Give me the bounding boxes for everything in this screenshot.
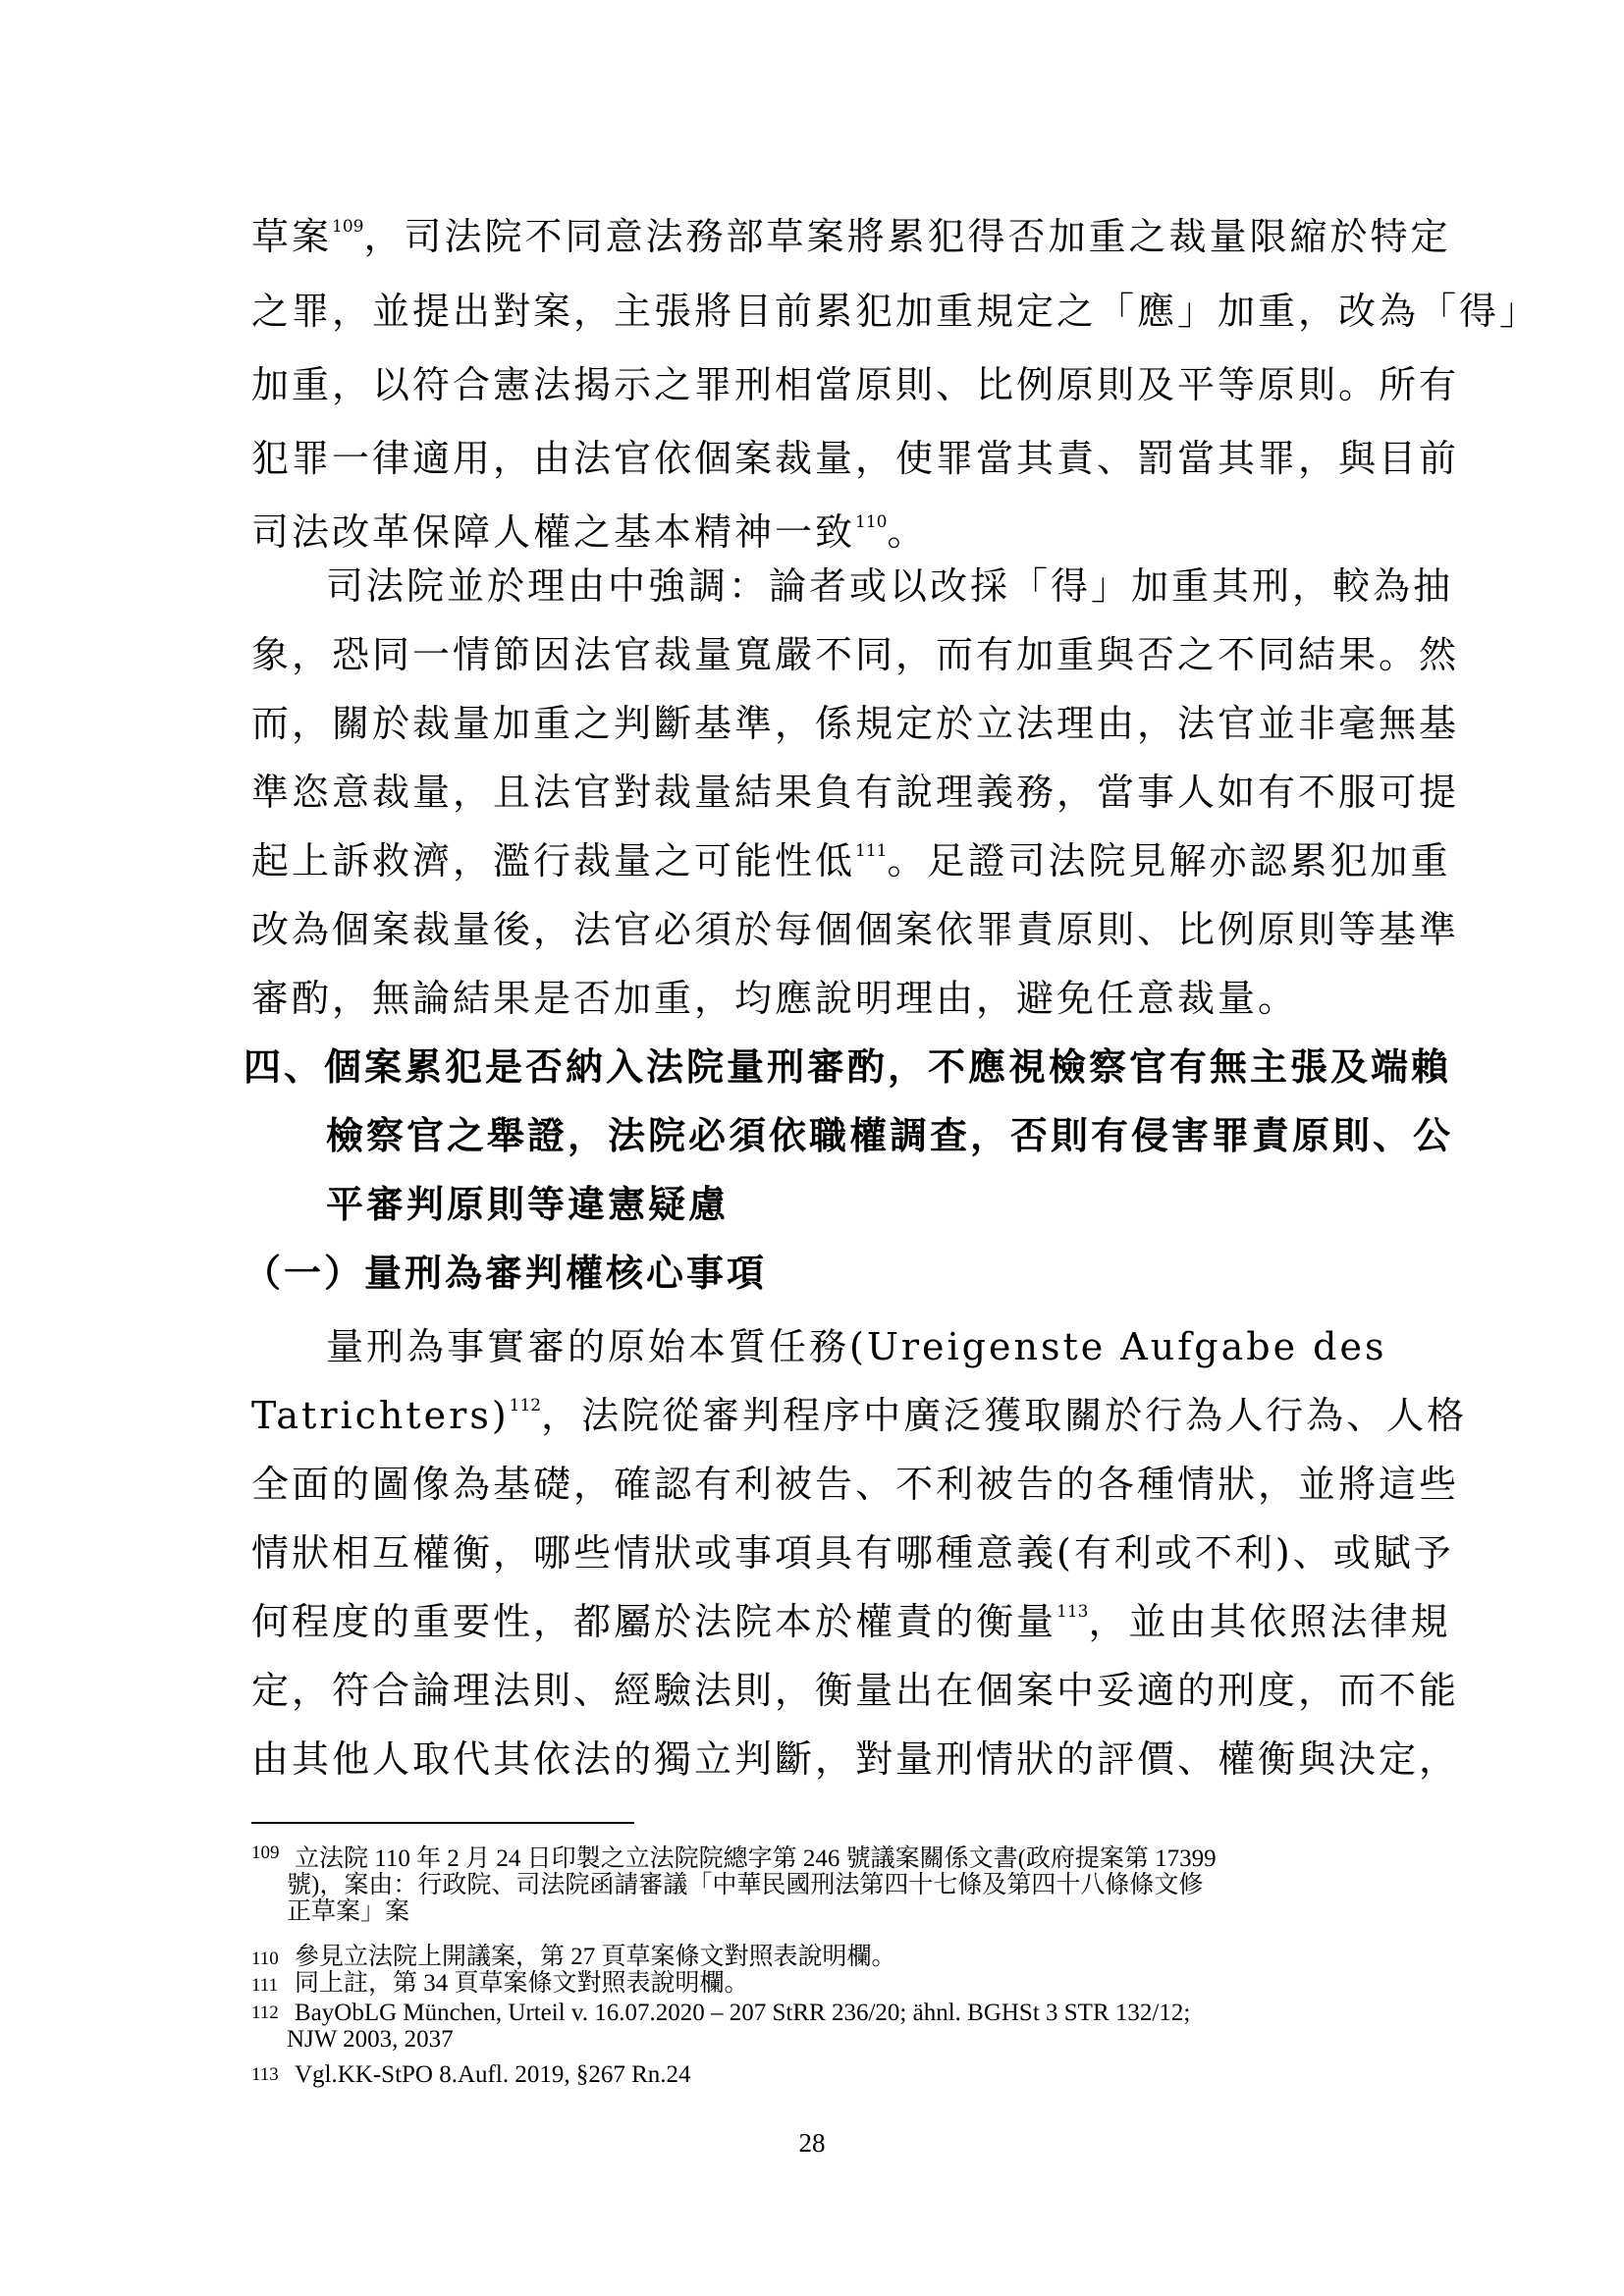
- body-line: 草案$^{109}$，司法院不同意法務部草案將累犯得否加重之裁量限縮於特定: [251, 215, 1451, 258]
- footnote-number: 110: [251, 1949, 279, 1969]
- body-line: 犯罪一律適用，由法官依個案裁量，使罪當其責、罰當其罪，與目前: [251, 437, 1460, 480]
- body-line: 情狀相互權衡，哪些情狀或事項具有哪種意義(有利或不利)、或賦予: [251, 1531, 1454, 1575]
- footnote-number: 109: [251, 1842, 280, 1863]
- section-heading-cont: 平審判原則等違憲疑慮: [326, 1182, 730, 1226]
- subsection-heading: （一）量刑為審判權核心事項: [244, 1251, 768, 1295]
- footnote-ref[interactable]: 110: [855, 512, 888, 532]
- body-line: 改為個案裁量後，法官必須於每個個案依罪責原則、比例原則等基準: [251, 908, 1460, 951]
- body-line: Tatrichters)$^{112}$，法院從審判程序中廣泛獲取關於行為人行為、人格: [251, 1394, 1468, 1437]
- body-line: 審酌，無論結果是否加重，均應說明理由，避免任意裁量。: [251, 977, 1299, 1020]
- footnote-number: 113: [251, 2064, 279, 2085]
- body-line: 量刑為事實審的原始本質任務(Ureigenste Aufgabe des: [326, 1325, 1387, 1368]
- body-line: 何程度的重要性，都屬於法院本於權責的衡量$^{113}$，並由其依照法律規: [251, 1600, 1451, 1643]
- body-line: 司法改革保障人權之基本精神一致$^{110}$。: [251, 510, 928, 554]
- section-heading-cont: 檢察官之舉證，法院必須依職權調查，否則有侵害罪責原則、公: [326, 1113, 1454, 1157]
- footnote-ref[interactable]: 113: [1056, 1602, 1089, 1622]
- body-line: 全面的圖像為基礎，確認有利被告、不利被告的各種情狀，並將這些: [251, 1463, 1460, 1506]
- document-page: 草案$^{109}$，司法院不同意法務部草案將累犯得否加重之裁量限縮於特定 之罪，並提出對案，主張將目前累犯加重規定之「應」加重，改為「得」 加重，以符合憲法揭示之罪刑相當原則、比例原則及平等原則。所有 犯罪一律適用，由法官依個案裁量，使罪當其責、罰當其罪，與目前 司法改革保障人權之基本精神一致$^{110}$。 司法院並於理由中強調：論者或以改採「得」加重其刑，較為抽 象，恐同一情節因法官裁量寬嚴不同，而有加重與否之不同結果。然 而，關於裁量加重之判斷基準，係規定於立法理由，法官並非毫無基 準恣意裁量，且法官對裁量結果負有說理義務，當事人如有不服可提 起上訴救濟，濫行裁量之可能性低$^{111}$。足證司法院見解亦認累犯加重 改為個案裁量後，法官必須於每個個案依罪責原則、比例原則等基準 審酌，無論結果是否加重，均應說明理由，避免任意裁量。 四、個案累犯是否納入法院量刑審酌，不應視檢察官有無主張及端賴 檢察官之舉證，法院必須依職權調查，否則有侵害罪責原則、公 平審判原則等違憲疑慮 （一）量刑為審判權核心事項 量刑為事實審的原始本質任務(Ureigenste Aufgabe des Tatrichters)$^{112}$，法院從審判程序中廣泛獲取關於行為人行為、人格 全面的圖像為基礎，確認有利被告、不利被告的各種情狀，並將這些 情狀相互權衡，哪些情狀或事項具有哪種意義(有利或不利)、或賦予 何程度的重要性，都屬於法院本於權責的衡量$^{113}$，並由其依照法律規 定，符合論理法則、經驗法則，衡量出在個案中妥適的刑度，而不能 由其他人取代其依法的獨立判斷，對量刑情狀的評價、權衡與決定， 109 立法院 110 年 2 月 24 日印製之立法院院總字第 246 號議案關係文書(政府提案第 17399 號)，案由：行政院、司法院函請審議「中華民國刑法第四十七條及第四十八條條文修 正草案」案 110 參見立法院上開議案，第 27 頁草案條文對照表說明欄。 111 同上註，第 34 頁草案條文對照表說明欄。 112 BayObLG München, Urteil v. 16.07.2020 – 207 StRR 236/20; ähnl. BGHSt 3 STR 132/12; NJW 2003, 2037 113 Vgl.KK-StPO 8.Aufl. 2019, §267 Rn.24 28: [0, 0, 1624, 2296]
- footnote-ref[interactable]: 111: [855, 841, 888, 861]
- page-number: 28: [798, 2128, 826, 2158]
- body-line: 而，關於裁量加重之判斷基準，係規定於立法理由，法官並非毫無基: [251, 702, 1460, 745]
- body-line: 之罪，並提出對案，主張將目前累犯加重規定之「應」加重，改為「得」: [251, 290, 1541, 333]
- footnote-ref[interactable]: 112: [509, 1396, 542, 1415]
- footnote-number: 111: [251, 1975, 279, 1996]
- body-line: 起上訴救濟，濫行裁量之可能性低$^{111}$。足證司法院見解亦認累犯加重: [251, 839, 1451, 882]
- footnote-separator: [251, 1822, 634, 1824]
- body-line: 定，符合論理法則、經驗法則，衡量出在個案中妥適的刑度，而不能: [251, 1669, 1460, 1712]
- footnote-ref[interactable]: 109: [332, 217, 364, 237]
- body-line: 準恣意裁量，且法官對裁量結果負有說理義務，當事人如有不服可提: [251, 771, 1460, 814]
- body-line: 象，恐同一情節因法官裁量寬嚴不同，而有加重與否之不同結果。然: [251, 633, 1460, 676]
- body-line: 加重，以符合憲法揭示之罪刑相當原則、比例原則及平等原則。所有: [251, 363, 1460, 406]
- body-line: 由其他人取代其依法的獨立判斷，對量刑情狀的評價、權衡與決定，: [251, 1737, 1460, 1781]
- body-line: 司法院並於理由中強調：論者或以改採「得」加重其刑，較為抽: [326, 564, 1454, 608]
- footnote-number: 112: [251, 2002, 279, 2023]
- section-heading: 四、個案累犯是否納入法院量刑審酌，不應視檢察官有無主張及端賴: [244, 1044, 1452, 1089]
